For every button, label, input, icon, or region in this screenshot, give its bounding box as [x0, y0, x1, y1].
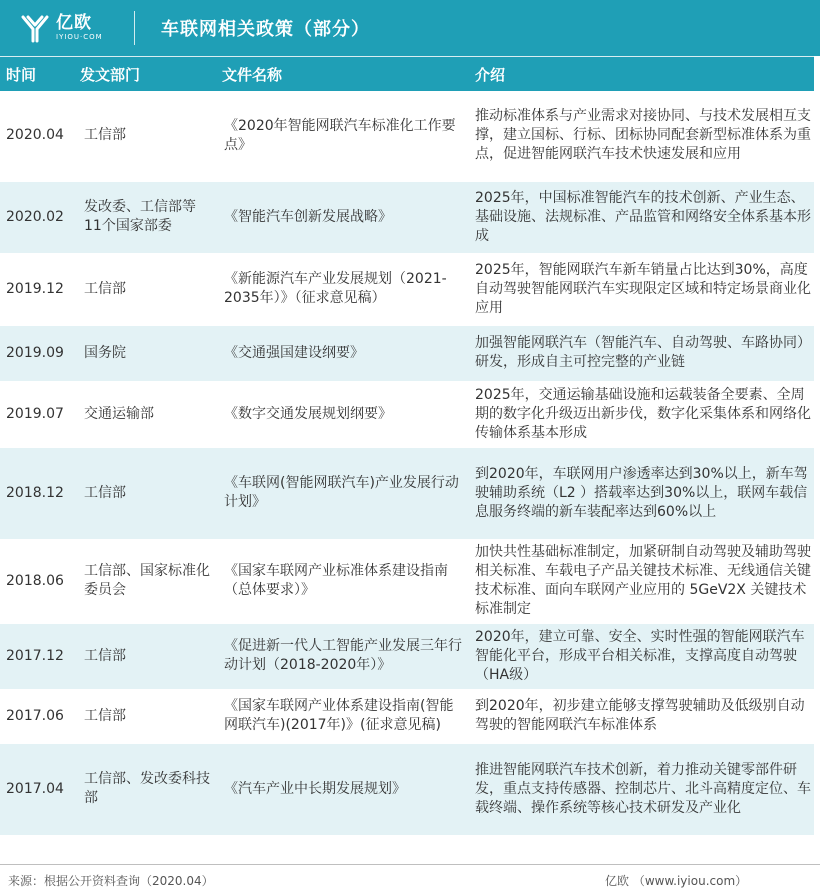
cell-doc: 《数字交通发展规划纲要》 [216, 381, 469, 447]
table-row [0, 381, 814, 447]
table-row [0, 181, 814, 253]
column-header-doc: 文件名称 [216, 57, 469, 92]
cell-intro: 加快共性基础标准制定，加紧研制自动驾驶及辅助驾驶相关标准、车载电子产品关键技术标准、无线通信关键技术标准、面向车联网产业应用的 5GeV2X 关键技术标准制定 [469, 539, 814, 623]
table-row [0, 689, 814, 743]
cell-dept: 发改委、工信部等11个国家部委 [74, 181, 216, 253]
cell-time: 2019.09 [0, 325, 74, 381]
cell-intro: 2025年，中国标准智能汽车的技术创新、产业生态、基础设施、法规标准、产品监管和网络安全体系基本形成 [469, 181, 814, 253]
cell-dept: 工信部 [74, 689, 216, 743]
page-title: 车联网相关政策（部分） [161, 19, 370, 40]
table-row [0, 539, 814, 623]
logo-text-cn: 亿欧 [56, 13, 92, 33]
header-divider [134, 11, 135, 45]
cell-time: 2019.12 [0, 253, 74, 325]
cell-intro: 加强智能网联汽车（智能汽车、自动驾驶、车路协同）研发，形成自主可控完整的产业链 [469, 325, 814, 381]
cell-doc: 《国家车联网产业标准体系建设指南（总体要求）》 [216, 539, 469, 623]
table-row [0, 325, 814, 381]
table-row [0, 253, 814, 325]
brand-note: 亿欧 （www.iyiou.com） [605, 874, 748, 888]
cell-intro: 2020年，建立可靠、安全、实时性强的智能网联汽车智能化平台，形成平台相关标准，支撑高度自动驾驶（HA级） [469, 623, 814, 689]
cell-time: 2017.12 [0, 623, 74, 689]
cell-intro: 到2020年，初步建立能够支撑驾驶辅助及低级别自动驾驶的智能网联汽车标准体系 [469, 689, 814, 743]
cell-dept: 工信部 [74, 447, 216, 539]
cell-dept: 工信部 [74, 623, 216, 689]
logo-text-en: IYIOU·COM [56, 33, 103, 41]
policy-table [0, 56, 814, 836]
column-header-intro: 介绍 [469, 57, 814, 92]
cell-intro: 到2020年，车联网用户渗透率达到30%以上，新车驾驶辅助系统（L2 ）搭载率达到30%以上，联网车载信息服务终端的新车装配率达到60%以上 [469, 447, 814, 539]
cell-intro: 推进智能网联汽车技术创新，着力推动关键零部件研发，重点支持传感器、控制芯片、北斗高精度定位、车载终端、操作系统等核心技术研发及产业化 [469, 743, 814, 835]
cell-dept: 工信部 [74, 253, 216, 325]
cell-dept: 工信部 [74, 91, 216, 181]
cell-dept: 交通运输部 [74, 381, 216, 447]
source-note: 来源：根据公开资料查询（2020.04） [8, 874, 214, 888]
cell-dept: 工信部、国家标准化委员会 [74, 539, 216, 623]
cell-doc: 《2020年智能网联汽车标准化工作要点》 [216, 91, 469, 181]
page-header [0, 0, 820, 56]
table-row [0, 447, 814, 539]
cell-dept: 国务院 [74, 325, 216, 381]
table-body [0, 91, 814, 835]
table-row [0, 623, 814, 689]
cell-time: 2020.02 [0, 181, 74, 253]
cell-time: 2020.04 [0, 91, 74, 181]
cell-dept: 工信部、发改委科技部 [74, 743, 216, 835]
logo-icon [18, 11, 52, 45]
cell-doc: 《新能源汽车产业发展规划（2021-2035年）》（征求意见稿） [216, 253, 469, 325]
cell-time: 2017.06 [0, 689, 74, 743]
cell-doc: 《车联网(智能网联汽车)产业发展行动计划》 [216, 447, 469, 539]
cell-intro: 2025年，智能网联汽车新车销量占比达到30%，高度自动驾驶智能网联汽车实现限定区域和特定场景商业化应用 [469, 253, 814, 325]
table-row [0, 743, 814, 835]
column-header-time: 时间 [0, 57, 74, 92]
cell-time: 2017.04 [0, 743, 74, 835]
cell-doc: 《交通强国建设纲要》 [216, 325, 469, 381]
cell-doc: 《国家车联网产业体系建设指南(智能网联汽车)(2017年)》(征求意见稿) [216, 689, 469, 743]
logo [18, 11, 118, 45]
table-row [0, 91, 814, 181]
footer [0, 864, 820, 895]
cell-intro: 推动标准体系与产业需求对接协同、与技术发展相互支撑，建立国标、行标、团标协同配套新型标准体系为重点，促进智能网联汽车技术快速发展和应用 [469, 91, 814, 181]
table-header-row [0, 57, 814, 92]
cell-doc: 《促进新一代人工智能产业发展三年行动计划（2018-2020年）》 [216, 623, 469, 689]
cell-time: 2018.06 [0, 539, 74, 623]
cell-doc: 《智能汽车创新发展战略》 [216, 181, 469, 253]
cell-time: 2018.12 [0, 447, 74, 539]
cell-time: 2019.07 [0, 381, 74, 447]
cell-doc: 《汽车产业中长期发展规划》 [216, 743, 469, 835]
column-header-dept: 发文部门 [74, 57, 216, 92]
cell-intro: 2025年，交通运输基础设施和运载装备全要素、全周期的数字化升级迈出新步伐，数字化采集体系和网络化传输体系基本形成 [469, 381, 814, 447]
